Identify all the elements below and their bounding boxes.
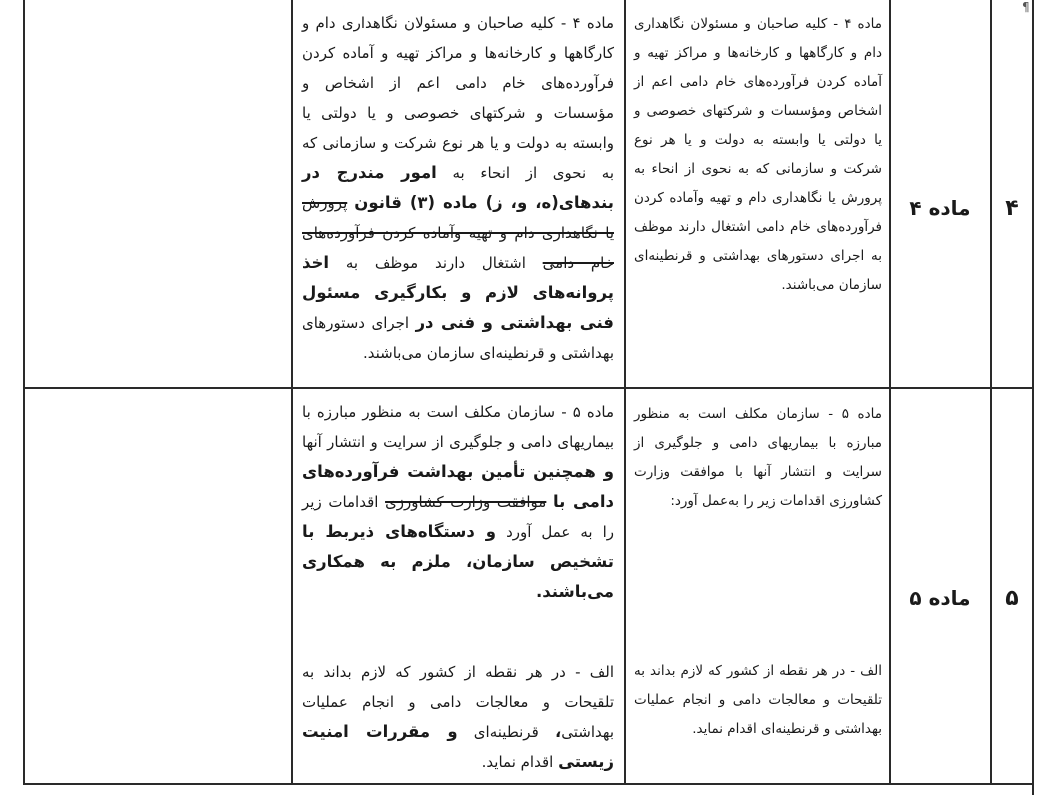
unchanged-text: الف - در هر نقطه از کشور که لازم بداند به تلقیحات و معالجات دامی و انجام عملیات بهداشتی — [302, 663, 614, 741]
article-label: ماده ۵ — [909, 586, 971, 610]
unchanged-text — [546, 493, 553, 511]
table-border-col3 — [889, 0, 891, 785]
row-number: ۴ — [1005, 196, 1019, 221]
table-border-right — [1032, 0, 1034, 795]
table-border-col2 — [624, 0, 626, 785]
current-text-cell: ماده ۴ - کلیه صاحبان و مسئولان نگاهداری دام و کارگاهها و کارخانه‌ها و مراکز تهیه و آماده کردن فرآورده‌های خام دامی اعم از اشخاص ومؤسسات و شرکتهای خصوصی و یا دولتی یا وابسته به دولت و یا هر نوع شرکت و سازمانی که به نحوی از انحاء به پرورش یا نگاهداری دام و تهیه وآماده کردن فرآورده‌های خام دامی اشتغال دارند موظف به اجرای دستورهای بهداشتی و قرنطینه‌ای سازمان می‌باشند. — [634, 16, 882, 293]
row-number: ۵ — [1005, 586, 1019, 611]
unchanged-text: قرنطینه‌ای — [457, 723, 555, 741]
table-border-left — [23, 0, 25, 785]
row-divider — [23, 387, 1034, 389]
table-border-bottom — [23, 783, 1034, 785]
corner-mark: ¶ — [1022, 0, 1030, 14]
proposed-text-cell — [302, 8, 614, 368]
added-text: و دستگاه‌های ذیربط با تشخیص سازمان، ملزم به همکاری می‌باشند. — [302, 522, 614, 601]
table-border-col4 — [990, 0, 992, 785]
added-text: و مقررات امنیت زیستی — [302, 722, 614, 771]
unchanged-text: ماده ۴ - کلیه صاحبان و مسئولان نگاهداری دام و کارگاهها و کارخانه‌ها و مراکز تهیه و آماده کردن فرآورده‌های خام دامی اعم از اشخاص و مؤسسات و شرکتهای خصوصی و یا دولتی یا وابسته به دولت و یا هر نوع شرکت و سازمانی که به نحوی از انحاء به — [302, 14, 614, 182]
added-text: و همچنین تأمین بهداشت فرآورده‌های دامی با — [302, 462, 614, 511]
unchanged-text: اجرای دستورهای بهداشتی و قرنطینه‌ای سازمان می‌باشند. — [302, 314, 614, 362]
proposed-clause-cell — [302, 657, 614, 777]
deleted-text: موافقت وزارت کشاورزی — [385, 493, 547, 511]
current-text-cell: ماده ۵ - سازمان مکلف است به منظور مبارزه با بیماریهای دامی و جلوگیری از سرایت و انتشار آنها با موافقت وزارت کشاورزی اقدامات زیر را به‌عمل آورد: — [634, 406, 882, 509]
deleted-text: پرورش یا نگاهداری دام و تهیه وآماده کردن فرآورده‌های خام دامی — [302, 194, 614, 272]
unchanged-text: ماده ۵ - سازمان مکلف است به منظور مبارزه با بیماریهای دامی و جلوگیری از سرایت و انتشار آنها — [302, 403, 614, 451]
proposed-text-cell — [302, 397, 614, 607]
unchanged-text: اشتغال دارند موظف به — [329, 254, 543, 272]
unchanged-text: اقدامات زیر را به عمل آورد — [302, 493, 614, 541]
current-clause-cell: الف - در هر نقطه از کشور که لازم بداند به تلقیحات و معالجات دامی و انجام عملیات بهداشتی و قرنطینه‌ای اقدام نماید. — [634, 663, 882, 737]
added-text: ، — [554, 722, 562, 741]
added-text: اخذ پروانه‌های لازم و بکارگیری مسئول فنی بهداشتی و فنی در — [302, 253, 614, 332]
table-border-col1 — [291, 0, 293, 785]
unchanged-text: اقدام نماید. — [481, 753, 559, 771]
added-text: امور مندرج در بندهای(ه، و، ز) ماده (۳) قانون — [302, 163, 614, 212]
article-label: ماده ۴ — [909, 196, 971, 220]
